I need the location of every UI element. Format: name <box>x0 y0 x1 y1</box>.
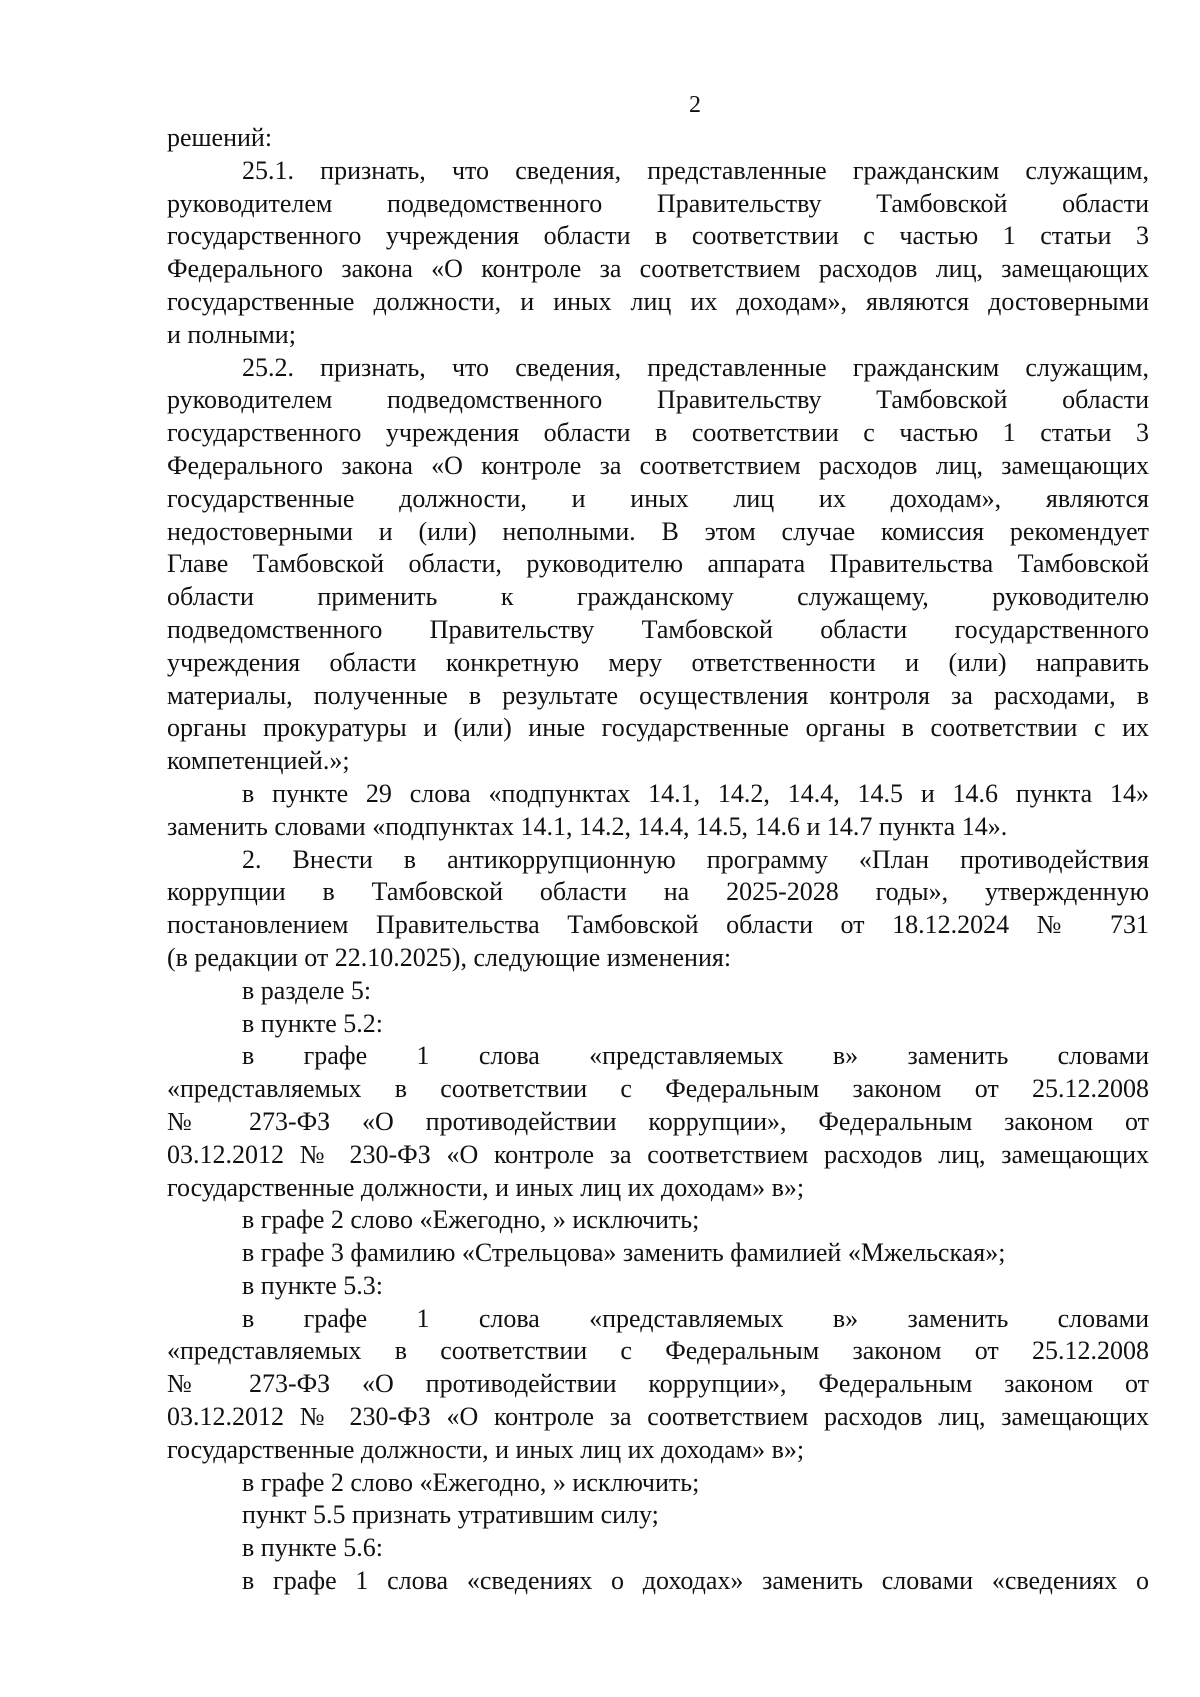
text-line: в пункте 5.3: <box>242 1270 384 1300</box>
text-line: 03.12.2012 № 230-ФЗ «О контроле за соответствием расходов лиц, замещающих <box>167 1139 1149 1169</box>
text-line: государственные должности, и иных лиц их доходам» в»; <box>167 1172 805 1202</box>
text-line: в пункте 29 слова «подпунктах 14.1, 14.2, 14.4, 14.5 и 14.6 пункта 14» <box>242 778 1149 808</box>
text-line: органы прокуратуры и (или) иные государственные органы в соответствии с их <box>167 713 1149 743</box>
text-line: государственные должности, и иных лиц их доходам» в»; <box>167 1434 805 1464</box>
text-line: в графе 3 фамилию «Стрельцова» заменить фамилией «Мжельская»; <box>242 1238 1006 1268</box>
text-line: в графе 2 слово «Ежегодно, » исключить; <box>242 1467 700 1497</box>
text-line: 03.12.2012 № 230-ФЗ «О контроле за соответствием расходов лиц, замещающих <box>167 1402 1149 1432</box>
text-line: «представляемых в соответствии с Федеральным законом от 25.12.2008 <box>167 1074 1149 1104</box>
text-line: «представляемых в соответствии с Федеральным законом от 25.12.2008 <box>167 1336 1149 1366</box>
document-body <box>167 122 1149 1598</box>
text-line: № 273-ФЗ «О противодействии коррупции», Федеральным законом от <box>167 1106 1149 1136</box>
text-line: в графе 1 слова «сведениях о доходах» заменить словами «сведениях о <box>242 1566 1149 1596</box>
text-line: 25.2. признать, что сведения, представленные гражданским служащим, <box>242 352 1149 382</box>
text-line: в пункте 5.6: <box>242 1533 384 1563</box>
text-line: 2. Внести в антикоррупционную программу «План противодействия <box>242 844 1149 874</box>
page-number: 2 <box>689 92 701 118</box>
text-line: подведомственного Правительству Тамбовской области государственного <box>167 614 1149 644</box>
text-line: государственные должности, и иных лиц их доходам», являются достоверными <box>167 286 1149 316</box>
text-line: государственные должности, и иных лиц их доходам», являются <box>167 483 1149 513</box>
text-line: Главе Тамбовской области, руководителю аппарата Правительства Тамбовской <box>167 549 1149 579</box>
text-line: в разделе 5: <box>242 975 372 1005</box>
text-line: в пункте 5.2: <box>242 1008 384 1038</box>
text-line: государственного учреждения области в соответствии с частью 1 статьи 3 <box>167 221 1149 251</box>
text-line: в графе 2 слово «Ежегодно, » исключить; <box>242 1205 700 1235</box>
text-line: компетенцией.»; <box>167 746 350 776</box>
text-line: Федерального закона «О контроле за соответствием расходов лиц, замещающих <box>167 450 1149 480</box>
text-line: руководителем подведомственного Правительству Тамбовской области <box>167 188 1149 218</box>
text-line: (в редакции от 22.10.2025), следующие изменения: <box>167 942 732 972</box>
text-line: государственного учреждения области в соответствии с частью 1 статьи 3 <box>167 418 1149 448</box>
text-line: недостоверными и (или) неполными. В этом случае комиссия рекомендует <box>167 516 1149 546</box>
text-line: заменить словами «подпунктах 14.1, 14.2, 14.4, 14.5, 14.6 и 14.7 пункта 14». <box>167 811 1008 841</box>
text-line: коррупции в Тамбовской области на 2025-2028 годы», утвержденную <box>167 877 1149 907</box>
text-line: в графе 1 слова «представляемых в» заменить словами <box>242 1303 1149 1333</box>
text-line: материалы, полученные в результате осуществления контроля за расходами, в <box>167 680 1149 710</box>
text-line: № 273-ФЗ «О противодействии коррупции», Федеральным законом от <box>167 1369 1149 1399</box>
text-line: и полными; <box>167 319 296 349</box>
text-line: в графе 1 слова «представляемых в» заменить словами <box>242 1041 1149 1071</box>
text-line: учреждения области конкретную меру ответственности и (или) направить <box>167 647 1149 677</box>
text-line: решений: <box>167 123 273 152</box>
text-line: пункт 5.5 признать утратившим силу; <box>242 1500 659 1530</box>
text-line: Федерального закона «О контроле за соответствием расходов лиц, замещающих <box>167 254 1149 284</box>
text-line: постановлением Правительства Тамбовской области от 18.12.2024 № 731 <box>167 910 1149 940</box>
text-line: 25.1. признать, что сведения, представленные гражданским служащим, <box>242 155 1149 185</box>
text-line: руководителем подведомственного Правительству Тамбовской области <box>167 385 1149 415</box>
text-line: области применить к гражданскому служащему, руководителю <box>167 582 1149 612</box>
